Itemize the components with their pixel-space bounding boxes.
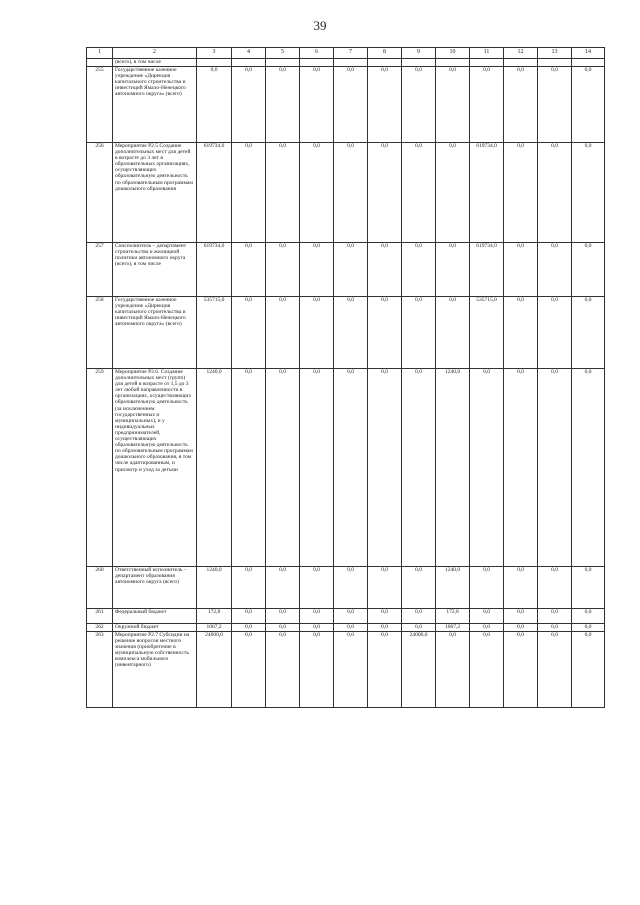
value-cell: 0,0 xyxy=(572,567,605,609)
column-number-row xyxy=(87,48,605,59)
value-cell: 0,0 xyxy=(402,567,436,609)
row-name: Мероприятие Р2.6. Создание дополнительных мест (групп) для детей в возрасте от 1,5 до 3 лет любой направленности в организациях, осуществляющих образовательную деятельность (за исключением государственных и муниципальных), и у индивидуальных предпринимателей, осуществляющих образовательную деятельность по образовательным программам дошкольного образования, в том числе адаптированным, и присмотр и уход за детьми xyxy=(113,369,197,567)
value-cell: 0,0 xyxy=(572,609,605,624)
value-cell: 0,0 xyxy=(300,243,334,297)
value-cell: 0,0 xyxy=(368,567,402,609)
value-cell: 0,0 xyxy=(300,67,334,143)
value-cell: 0,0 xyxy=(504,243,538,297)
value-cell: 619734,0 xyxy=(197,143,232,243)
value-cell: 0,0 xyxy=(334,297,368,369)
row-name: Соисполнитель – департамент строительства и жилищной политики автономного округа (всего), в том числе xyxy=(113,243,197,297)
row-number: 255 xyxy=(87,67,113,143)
table-row xyxy=(87,243,605,297)
value-cell: 0,0 xyxy=(402,369,436,567)
value-cell: 0,0 xyxy=(436,243,470,297)
value-cell: 0,0 xyxy=(368,369,402,567)
value-cell: 0,0 xyxy=(402,67,436,143)
row-name: Федеральный бюджет xyxy=(113,609,197,624)
row-number: 262 xyxy=(87,624,113,632)
value-cell: 0,0 xyxy=(504,143,538,243)
value-cell: 0,0 xyxy=(368,297,402,369)
value-cell: 0,0 xyxy=(266,297,300,369)
value-cell: 0,0 xyxy=(538,609,572,624)
row-name: Ответственный исполнитель – департамент образования автономного округа (всего) xyxy=(113,567,197,609)
row-number: 259 xyxy=(87,369,113,567)
value-cell: 0,0 xyxy=(504,369,538,567)
value-cell: 0,0 xyxy=(334,632,368,708)
value-cell: 0,0 xyxy=(538,297,572,369)
value-cell: 0,0 xyxy=(334,143,368,243)
value-cell: 0,0 xyxy=(504,67,538,143)
value-cell: 0,0 xyxy=(470,369,504,567)
value-cell: 535715,0 xyxy=(197,297,232,369)
value-cell: 0,0 xyxy=(402,297,436,369)
value-cell: 0,0 xyxy=(572,369,605,567)
value-cell: 0,0 xyxy=(334,624,368,632)
row-name: Мероприятие Р2.5 Создание дополнительных мест для детей в возрасте до 3 лет в образовательных организациях, осуществляющих образовательную деятельность по образовательным программам дошкольного образования xyxy=(113,143,197,243)
carry-over-row xyxy=(87,59,605,67)
row-number: 258 xyxy=(87,297,113,369)
value-cell: 0,0 xyxy=(232,143,266,243)
column-number: 4 xyxy=(232,48,266,59)
column-number: 11 xyxy=(470,48,504,59)
row-number: 261 xyxy=(87,609,113,624)
table-row xyxy=(87,369,605,567)
value-cell: 1240,0 xyxy=(197,567,232,609)
value-cell: 0,0 xyxy=(266,609,300,624)
row-name: Государственное казенное учреждение «Дирекция капитального строительства и инвестиций Ямало-Ненецкого автономного округа» (всего) xyxy=(113,67,197,143)
column-number: 5 xyxy=(266,48,300,59)
value-cell: 0,0 xyxy=(402,243,436,297)
row-name: Окружной бюджет xyxy=(113,624,197,632)
value-cell: 1240,0 xyxy=(436,567,470,609)
column-number: 3 xyxy=(197,48,232,59)
value-cell: 0,0 xyxy=(300,297,334,369)
row-number: 260 xyxy=(87,567,113,609)
column-number: 7 xyxy=(334,48,368,59)
row-number: 257 xyxy=(87,243,113,297)
table-row xyxy=(87,609,605,624)
value-cell: 0,0 xyxy=(572,624,605,632)
value-cell: 0,0 xyxy=(300,567,334,609)
table-row xyxy=(87,67,605,143)
column-number: 12 xyxy=(504,48,538,59)
value-cell: 0,0 xyxy=(368,67,402,143)
value-cell: 619734,0 xyxy=(470,243,504,297)
value-cell: 0,0 xyxy=(334,369,368,567)
value-cell: 172,8 xyxy=(197,609,232,624)
carry-over-text: (всего), в том числе xyxy=(113,59,197,67)
value-cell: 0,0 xyxy=(538,67,572,143)
value-cell: 0,0 xyxy=(538,143,572,243)
column-number: 9 xyxy=(402,48,436,59)
budget-table xyxy=(86,47,605,708)
value-cell: 0,0 xyxy=(300,609,334,624)
value-cell: 619734,0 xyxy=(470,143,504,243)
value-cell: 0,0 xyxy=(266,369,300,567)
value-cell: 0,0 xyxy=(470,67,504,143)
value-cell: 172,8 xyxy=(436,609,470,624)
value-cell: 0,0 xyxy=(470,632,504,708)
value-cell: 0,0 xyxy=(368,243,402,297)
table-row xyxy=(87,297,605,369)
value-cell: 0,0 xyxy=(538,369,572,567)
value-cell: 24000,0 xyxy=(402,632,436,708)
value-cell: 0,0 xyxy=(334,567,368,609)
value-cell: 0,0 xyxy=(232,243,266,297)
value-cell: 0,0 xyxy=(436,143,470,243)
value-cell: 0,0 xyxy=(232,67,266,143)
value-cell: 0,0 xyxy=(266,567,300,609)
table-row xyxy=(87,567,605,609)
column-number: 8 xyxy=(368,48,402,59)
value-cell: 0,0 xyxy=(266,243,300,297)
value-cell: 0,0 xyxy=(300,143,334,243)
value-cell: 0,0 xyxy=(470,567,504,609)
value-cell: 0,0 xyxy=(538,243,572,297)
value-cell: 0,0 xyxy=(572,632,605,708)
value-cell: 0,0 xyxy=(232,632,266,708)
value-cell: 0,0 xyxy=(266,632,300,708)
column-number: 6 xyxy=(300,48,334,59)
row-name: Государственное казенное учреждение «Дирекция капитального строительства и инвестиций Ямало-Ненецкого автономного округа» (всего) xyxy=(113,297,197,369)
value-cell: 1067,2 xyxy=(197,624,232,632)
value-cell: 0,0 xyxy=(266,143,300,243)
table-row xyxy=(87,143,605,243)
page-number: 39 xyxy=(313,18,327,33)
value-cell: 0,0 xyxy=(402,143,436,243)
column-number: 2 xyxy=(113,48,197,59)
row-name: Мероприятие Р2.7 Субсидии на решение вопросов местного значения (приобретение в муниципальную собственность комплекса мобильного (инвентарного) xyxy=(113,632,197,708)
value-cell: 0,0 xyxy=(368,609,402,624)
value-cell: 0,0 xyxy=(504,297,538,369)
column-number: 10 xyxy=(436,48,470,59)
value-cell: 0,0 xyxy=(368,632,402,708)
value-cell: 0,0 xyxy=(538,632,572,708)
row-number: 263 xyxy=(87,632,113,708)
value-cell: 24000,0 xyxy=(197,632,232,708)
value-cell: 0,0 xyxy=(334,609,368,624)
value-cell: 0,0 xyxy=(232,567,266,609)
value-cell: 0,0 xyxy=(334,67,368,143)
value-cell: 0,0 xyxy=(572,143,605,243)
value-cell: 535715,0 xyxy=(470,297,504,369)
row-number: 256 xyxy=(87,143,113,243)
column-number: 14 xyxy=(572,48,605,59)
value-cell: 0,0 xyxy=(368,143,402,243)
value-cell: 0,0 xyxy=(300,624,334,632)
value-cell: 0,0 xyxy=(470,609,504,624)
value-cell: 0,0 xyxy=(572,243,605,297)
value-cell: 0,0 xyxy=(266,624,300,632)
value-cell: 0,0 xyxy=(436,632,470,708)
value-cell: 0,0 xyxy=(504,567,538,609)
value-cell: 619734,0 xyxy=(197,243,232,297)
table-row xyxy=(87,632,605,708)
value-cell: 1240,0 xyxy=(436,369,470,567)
value-cell: 0,0 xyxy=(504,624,538,632)
value-cell: 0,0 xyxy=(572,297,605,369)
value-cell: 0,0 xyxy=(504,632,538,708)
value-cell: 0,0 xyxy=(504,609,538,624)
value-cell: 0,0 xyxy=(266,67,300,143)
value-cell: 1240,0 xyxy=(197,369,232,567)
value-cell: 0,0 xyxy=(436,297,470,369)
value-cell: 0,0 xyxy=(470,624,504,632)
value-cell: 0,0 xyxy=(538,567,572,609)
value-cell: 0,0 xyxy=(334,243,368,297)
value-cell: 0,0 xyxy=(232,609,266,624)
value-cell: 0,0 xyxy=(572,67,605,143)
column-number: 13 xyxy=(538,48,572,59)
value-cell: 0,0 xyxy=(300,369,334,567)
value-cell: 0,0 xyxy=(538,624,572,632)
value-cell: 0,0 xyxy=(232,369,266,567)
column-number: 1 xyxy=(87,48,113,59)
value-cell: 1067,2 xyxy=(436,624,470,632)
table-row xyxy=(87,624,605,632)
value-cell: 0,0 xyxy=(197,67,232,143)
value-cell: 0,0 xyxy=(368,624,402,632)
carry-over-num-cell xyxy=(87,59,113,67)
value-cell: 0,0 xyxy=(232,297,266,369)
value-cell: 0,0 xyxy=(402,609,436,624)
value-cell: 0,0 xyxy=(300,632,334,708)
value-cell: 0,0 xyxy=(402,624,436,632)
value-cell: 0,0 xyxy=(436,67,470,143)
value-cell: 0,0 xyxy=(232,624,266,632)
